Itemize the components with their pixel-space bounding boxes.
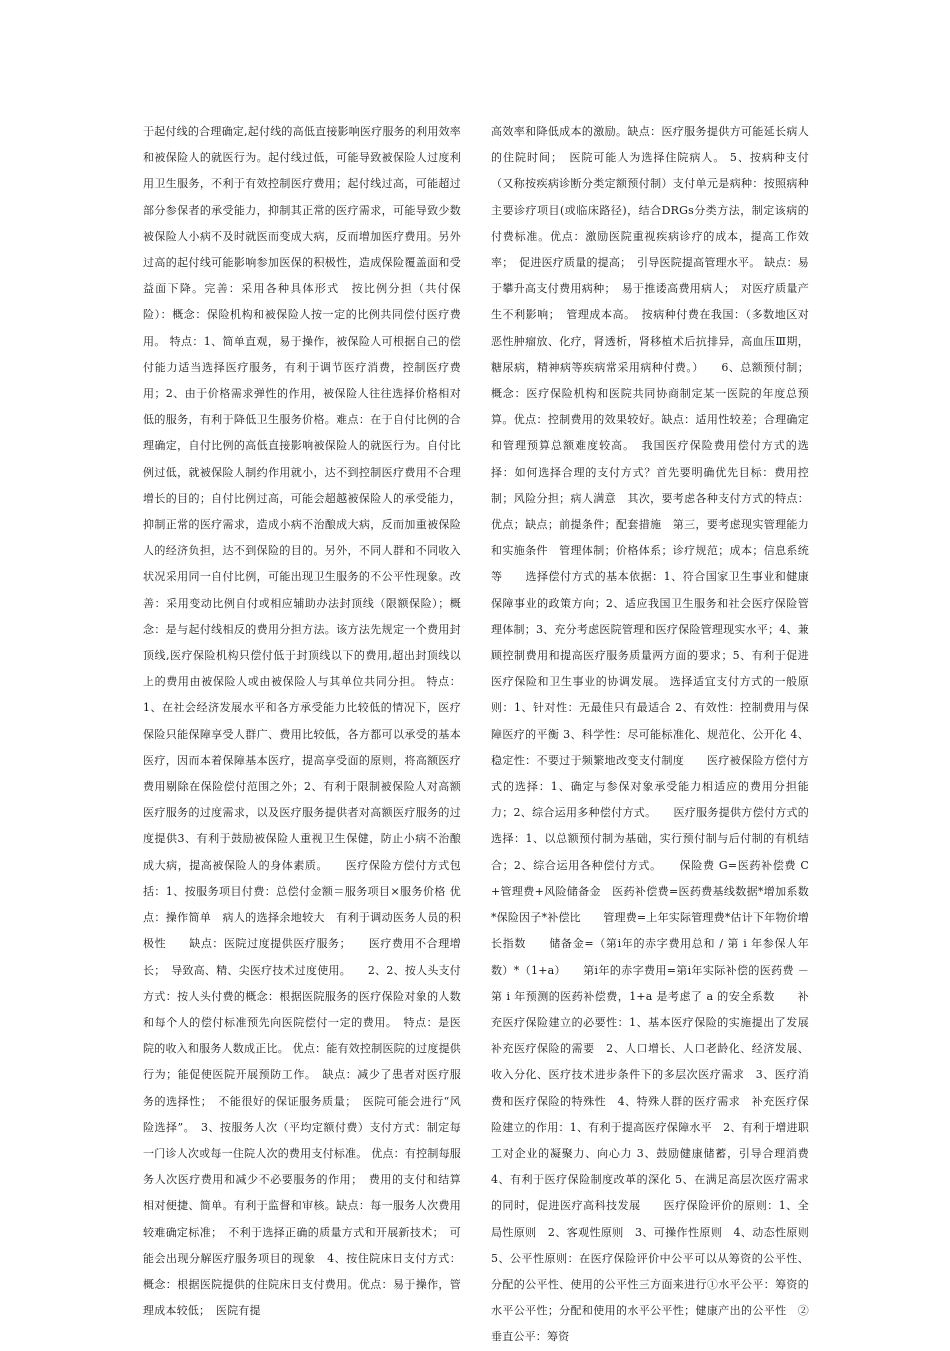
right-column-text: 高效率和降低成本的激励。缺点：医疗服务提供方可能延长病人的住院时间； 医院可能人为选择住院病人。 5、按病种支付（又称按疾病诊断分类定额预付制）支付单元是病种：按照病种主要诊疗项目(或临床路径)，结合DRGs分类方法，制定该病的付费标准。优点：激励医院重视疾病诊疗的成本，提高工作效率； 促进医疗质量的提高； 引导医院提高管理水平。 缺点：易于攀升高支付费用病种； 易于推诿高费用病人； 对医疗质量产生不利影响； 管理成本高。 按病种付费在我国：（多数地区对恶性肿瘤放、化疗，肾透析，肾移植术后抗排异，高血压Ⅲ期，糖尿病，精神病等疾病常采用病种付费。） 6、总额预付制；概念：医疗保险机构和医院共同协商制定某一医院的年度总预算。优点：控制费用的效果较好。缺点：适用性较差；合理确定和管理预算总额难度较高。 我国医疗保险费用偿付方式的选择：如何选择合理的支付方式？首先要明确优先目标：费用控制；风险分担；病人满意 其次，要考虑各种支付方式的特点：优点；缺点；前提条件；配套措施 第三，要考虑现实管理能力和实施条件 管理体制；价格体系；诊疗规范；成本；信息系统等 选择偿付方式的基本依据：1、符合国家卫生事业和健康保障事业的政策方向；2、适应我国卫生服务和社会医疗保险管理体制；3、充分考虑医院管理和医疗保险管理现实水平；4、兼顾控制费用和提高医疗服务质量两方面的要求；5、有利于促进医疗保险和卫生事业的协调发展。 选择适宜支付方式的一般原则：1、针对性：无最佳只有最适合 2、有效性：控制费用与保障医疗的平衡 3、科学性：尽可能标准化、规范化、公开化 4、稳定性：不要过于频繁地改变支付制度 医疗被保险方偿付方式的选择：1、确定与参保对象承受能力相适应的费用分担能力；2、综合运用多种偿付方式。 医疗服务提供方偿付方式的选择：1、以总额预付制为基础，实行预付制与后付制的有机结合；2、综合运用各种偿付方式。 保险费 G=医药补偿费 C+管理费+风险储备金 医药补偿费=医药费基线数据*增加系数*保险因子*补偿比 管理费=上年实际管理费*估计下年物价增长指数 储备金=（第i年的赤字费用总和 / 第 i 年参保人年数）*（1+a） 第i年的赤字费用=第i年实际补偿的医药费 － 第 i 年预测的医药补偿费，1+a 是考虑了 a 的安全系数 补充医疗保险建立的必要性：1、基本医疗保险的实施提出了发展补充医疗保险的需要 2、人口增长、人口老龄化、经济发展、收入分化、医疗技术进步条件下的多层次医疗需求 3、医疗消费和医疗保险的特殊性 4、特殊人群的医疗需求 补充医疗保险建立的作用：1、有利于提高医疗保障水平 2、有利于增进职工对企业的凝聚力、向心力 3、鼓励健康储蓄，引导合理消费 4、有利于医疗保险制度改革的深化 5、在满足高层次医疗需求的同时，促进医疗高科技发展 医疗保险评价的原则：1、全局性原则 2、客观性原则 3、可操作性原则 4、动态性原则 5、公平性原则：在医疗保险评价中公平可以从筹资的公平性、分配的公平性、使用的公平性三方面来进行①水平公平：筹资的水平公平性；分配和使用的水平公平性；健康产出的公平性 ②垂直公平：筹资 [491, 125, 821, 1344]
right-text-column [491, 119, 821, 1351]
left-column-text: 于起付线的合理确定,起付线的高低直接影响医疗服务的利用效率和被保险人的就医行为。起付线过低，可能导致被保险人过度利用卫生服务，不利于有效控制医疗费用；起付线过高，可能超过部分参保者的承受能力，抑制其正常的医疗需求，可能导致少数被保险人小病不及时就医而变成大病，反而增加医疗费用。另外过高的起付线可能影响参加医保的积极性，造成保险覆盖面和受益面下降。完善：采用各种具体形式 按比例分担（共付保险）：概念：保险机构和被保险人按一定的比例共同偿付医疗费用。 特点：1、简单直观，易于操作，被保险人可根据自己的偿付能力适当选择医疗服务，有利于调节医疗消费，控制医疗费用；2、由于价格需求弹性的作用，被保险人往往选择价格相对低的服务，有利于降低卫生服务价格。难点：在于自付比例的合理确定，自付比例的高低直接影响被保险人的就医行为。自付比例过低，就被保险人制约作用就小，达不到控制医疗费用不合理增长的目的；自付比例过高，可能会超越被保险人的承受能力，抑制正常的医疗需求，造成小病不治酿成大病，反而加重被保险人的经济负担，达不到保险的目的。另外，不同人群和不同收入状况采用同一自付比例，可能出现卫生服务的不公平性现象。改善：采用变动比例自付或相应辅助办法封顶线（限额保险）；概念：是与起付线相反的费用分担方法。该方法先规定一个费用封顶线,医疗保险机构只偿付低于封顶线以下的费用,超出封顶线以上的费用由被保险人或由被保险人与其单位共同分担。 特点：1、在社会经济发展水平和各方承受能力比较低的情况下，医疗保险只能保障享受人群广、费用比较低，各方都可以承受的基本医疗，因而本着保障基本医疗，提高享受面的原则，将高额医疗费用剔除在保险偿付范围之外；2、有利于限制被保险人对高额医疗服务的过度需求，以及医疗服务提供者对高额医疗服务的过度提供3、有利于鼓励被保险人重视卫生保健，防止小病不治酿成大病，提高被保险人的身体素质。 医疗保险方偿付方式包括：1、按服务项目付费：总偿付金额＝服务项目×服务价格 优点：操作简单 病人的选择余地较大 有利于调动医务人员的积极性 缺点：医院过度提供医疗服务； 医疗费用不合理增长； 导致高、精、尖医疗技术过度使用。 2、2、按人头支付方式：按人头付费的概念：根据医院服务的医疗保险对象的人数和每个人的偿付标准预先向医院偿付一定的费用。 特点：是医院的收入和服务人数成正比。 优点：能有效控制医院的过度提供行为；能促使医院开展预防工作。 缺点：减少了患者对医疗服务的选择性； 不能很好的保证服务质量； 医院可能会进行“风险选择”。 3、按服务人次（平均定额付费）支付方式：制定每一门诊人次或每一住院人次的费用支付标准。 优点：有控制每服务人次医疗费用和减少不必要服务的作用； 费用的支付和结算相对便捷、简单。有利于监督和审核。缺点：每一服务人次费用较难确定标准； 不利于选择正确的质量方式和开展新技术； 可能会出现分解医疗服务项目的现象 4、按住院床日支付方式：概念：根据医院提供的住院床日支付费用。优点：易于操作，管理成本较低； 医院有提 [143, 125, 461, 1318]
left-text-column [143, 119, 461, 1324]
